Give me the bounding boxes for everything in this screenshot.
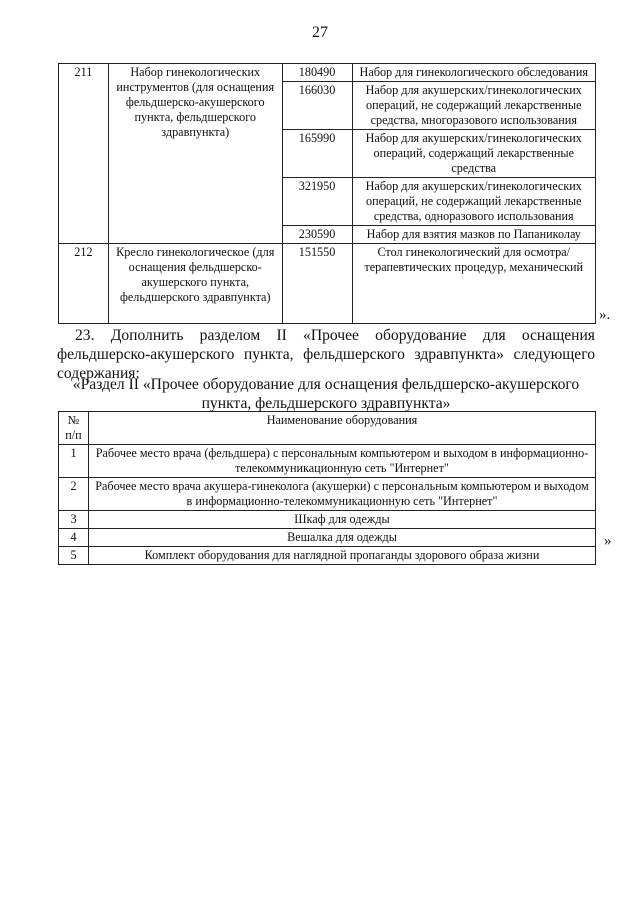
row-number: 4 [59, 529, 89, 547]
item-description: Набор для акушерских/гинекологических операций, не содержащий лекарственные средства, многоразового использования [352, 82, 596, 130]
item-description: Набор для акушерских/гинекологических операций, содержащий лекарственные средства [352, 130, 596, 178]
item-description: Набор для взятия мазков по Папаниколау [352, 226, 596, 244]
group-name: Кресло гинекологическое (для оснащения фельдшерско-акушерского пункта, фельдшерского здравпункта) [108, 244, 282, 324]
table-header-row [59, 412, 596, 445]
group-number: 212 [59, 244, 109, 324]
equipment-name: Вешалка для одежды [88, 529, 595, 547]
item-code: 151550 [282, 244, 352, 324]
item-code: 165990 [282, 130, 352, 178]
equipment-name: Комплект оборудования для наглядной пропаганды здорового образа жизни [88, 547, 595, 565]
group-name: Набор гинекологических инструментов (для оснащения фельдшерско-акушерского пункта, фельдшерского здравпункта) [108, 64, 282, 244]
amendment-paragraph: 23. Дополнить разделом II «Прочее оборудование для оснащения фельдшерско-акушерского пункта, фельдшерского здравпункта» следующего содержания: [57, 327, 595, 382]
item-code: 166030 [282, 82, 352, 130]
table-row [59, 64, 596, 82]
item-description: Стол гинекологический для осмотра/терапевтических процедур, механический [352, 244, 596, 324]
item-code: 230590 [282, 226, 352, 244]
item-code: 321950 [282, 178, 352, 226]
column-header-number: № п/п [59, 412, 89, 445]
table-row [59, 445, 596, 478]
row-number: 3 [59, 511, 89, 529]
equipment-name: Шкаф для одежды [88, 511, 595, 529]
equipment-table [58, 63, 596, 324]
closing-quote: ». [599, 307, 611, 323]
section-title: «Раздел II «Прочее оборудование для оснащения фельдшерско-акушерского пункта, фельдшерского здравпункта» [72, 376, 580, 412]
row-number: 2 [59, 478, 89, 511]
row-number: 5 [59, 547, 89, 565]
table-row [59, 244, 596, 324]
table-row [59, 478, 596, 511]
group-number: 211 [59, 64, 109, 244]
equipment-name: Рабочее место врача акушера-гинеколога (акушерки) с персональным компьютером и выходом в информационно-телекоммуникационную сеть "Интернет" [88, 478, 595, 511]
other-equipment-table [58, 411, 596, 565]
page-number: 27 [312, 24, 328, 41]
item-description: Набор для гинекологического обследования [352, 64, 596, 82]
equipment-name: Рабочее место врача (фельдшера) с персональным компьютером и выходом в информационно-телекоммуникационную сеть "Интернет" [88, 445, 595, 478]
column-header-name: Наименование оборудования [88, 412, 595, 445]
table-row [59, 511, 596, 529]
item-description: Набор для акушерских/гинекологических операций, не содержащий лекарственные средства, одноразового использования [352, 178, 596, 226]
row-number: 1 [59, 445, 89, 478]
closing-quote: » [604, 533, 612, 549]
table-row [59, 547, 596, 565]
table-row [59, 529, 596, 547]
item-code: 180490 [282, 64, 352, 82]
